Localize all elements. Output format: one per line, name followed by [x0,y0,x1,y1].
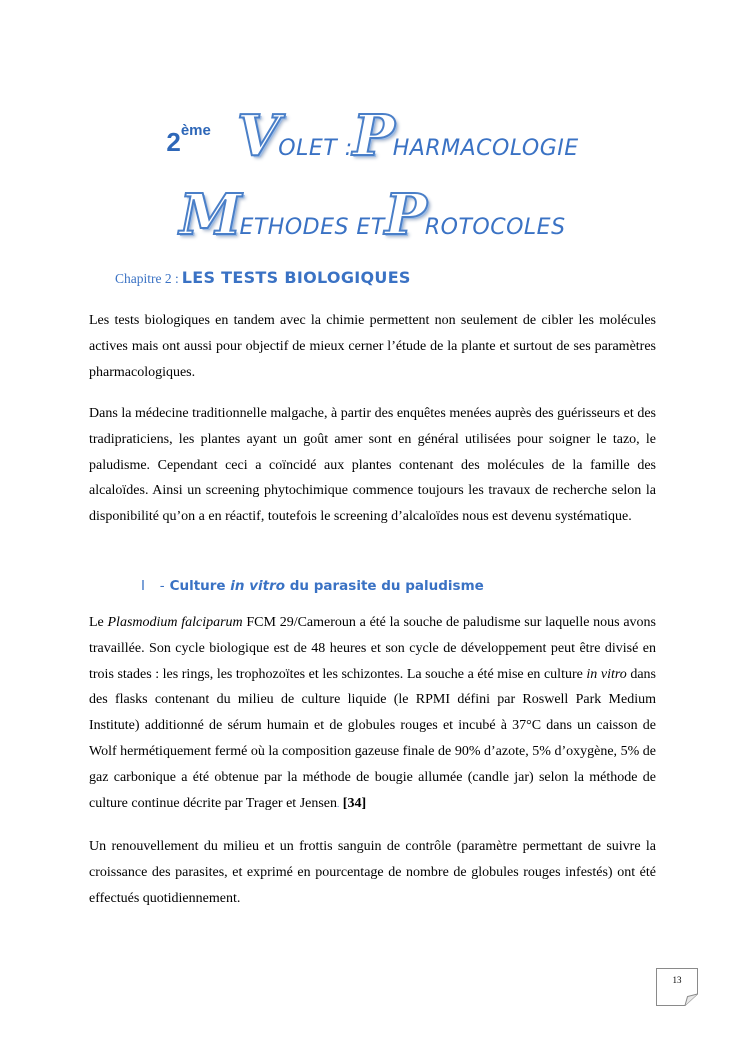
section-dash: - [159,578,165,594]
paragraph-culture-method: Le Plasmodium falciparum FCM 29/Cameroun a été la souche de paludisme sur laquelle nous avons travaillée. Son cycle biologique est de 48 heures et son cycle de développement peut être divisé en trois stades : les rings, les trophozoïtes et les schizontes. La souche a été mise en culture in vitro dans des flasks contenant du milieu de culture liquide (le RPMI défini par Roswell Park Medium Institute) additionné de sérum humain et de globules rouges et incubé à 37°C dans un caisson de Wolf hermétiquement fermé où la composition gazeuse finale de 90% d’azote, 5% d’oxygène, 5% de gaz carbonique a été obtenue par la méthode de bougie allumée (candle jar) selon la méthode de culture continue décrite par Trager et Jensen. [34] [89,615,656,811]
section-number: I [141,578,145,594]
section-heading [141,578,484,594]
in-vitro-term: in vitro [586,666,627,682]
volet-ordinal: 2ème [166,122,211,157]
species-name: Plasmodium falciparum [107,615,243,630]
citation-dot: . [337,798,340,809]
ordinal-superscript: ème [180,122,211,140]
title-line-methodes [0,182,745,248]
title-text-rotocoles: ROTOCOLES [424,215,566,240]
chapter-heading [115,268,411,287]
page-number: 13 [672,975,682,985]
paragraph-renewal: Un renouvellement du milieu et un frottis sanguin de contrôle (paramètre permettant de suivre la croissance des parasites, et exprimé en pourcentage de nombre de globules rouges infestés) ont été effectués quotidiennement. [89,839,656,906]
title-line-volet [0,103,745,169]
title-initial-p2: P [384,182,425,248]
paragraph-intro: Les tests biologiques en tandem avec la chimie permettent non seulement de cibler les molécules actives mais ont aussi pour objectif de mieux cerner l’étude de la plante et surtout de ses paramètres pharmacologiques. [89,313,656,380]
chapter-title: LES TESTS BIOLOGIQUES [181,268,411,287]
section-title-italic: in vitro [230,578,286,594]
title-text-ethodes: ETHODES ET [239,215,385,240]
title-text-olet: OLET : [278,136,353,161]
title-text-harmacologie: HARMACOLOGIE [392,136,579,161]
folded-corner-frame [656,968,698,1006]
page-number-box [656,968,698,1006]
title-initial-m: M [179,182,240,248]
title-initial-v: V [236,103,279,169]
title-initial-p: P [352,103,393,169]
paragraph-traditional-medicine: Dans la médecine traditionnelle malgache, à partir des enquêtes menées auprès des guérisseurs et des tradipraticiens, les plantes ayant un goût amer sont en général utilisées pour soigner le tazo, le paludisme. Cependant ceci a coïncidé aux plantes contenant des molécules de la famille des alcaloïdes. Ainsi un screening phytochimique commence toujours les travaux de recherche selon la disponibilité qu’on a en réactif, toutefois le screening d’alcaloïdes nous est devenu systématique. [89,406,656,525]
citation-reference: [34] [342,795,367,811]
section-title-part2: du parasite du paludisme [285,578,484,594]
section-title-part1: Culture [169,578,231,594]
chapter-prefix: Chapitre 2 : [115,271,179,286]
